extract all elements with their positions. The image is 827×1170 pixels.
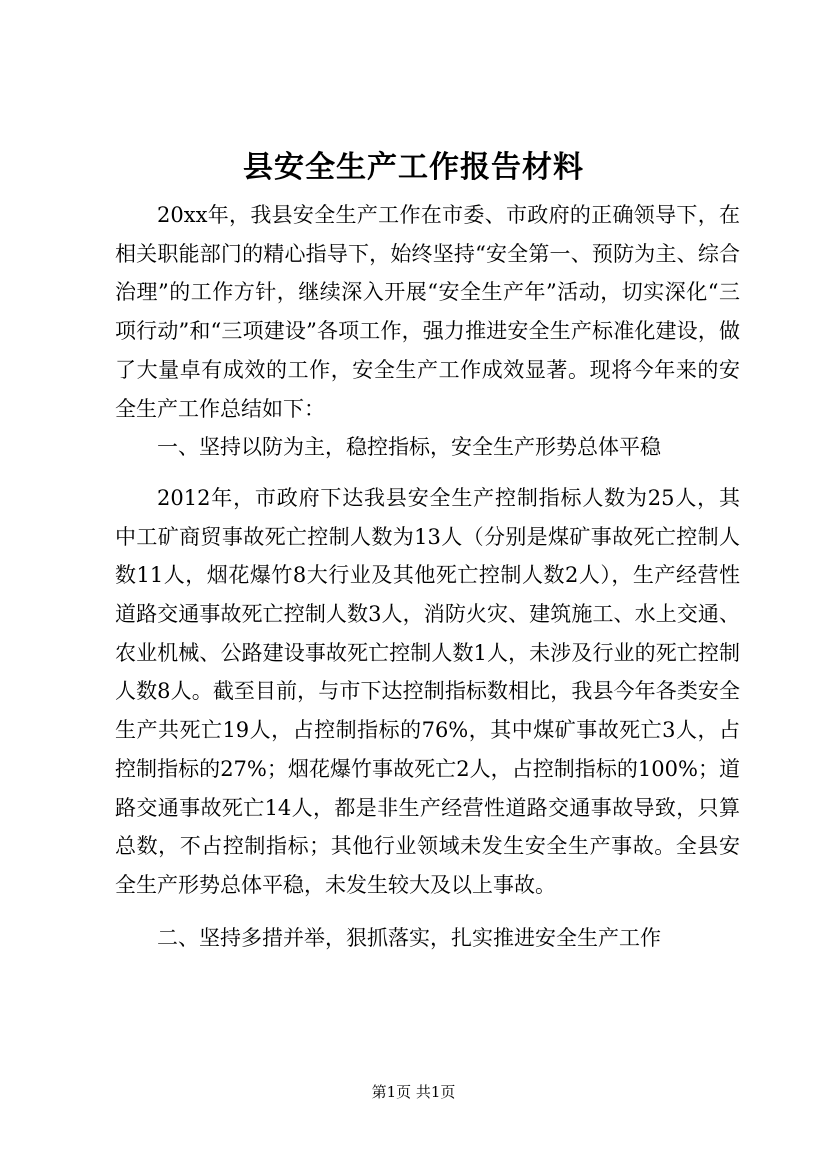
section-heading-2: 二、坚持多措并举，狠抓落实，扎实推进安全生产工作 bbox=[157, 925, 661, 950]
section-1-paragraph: 2012年，市政府下达我县安全生产控制指标人数为25人，其中工矿商贸事故死亡控制人数为13人（分别是煤矿事故死亡控制人数11人，烟花爆竹8大行业及其他死亡控制人数2人），生产经营性道路交通事故死亡控制人数3人，消防火灾、建筑施工、水上交通、农业机械、公路建设事故死亡控制人数1人，未涉及行业的死亡控制人数8人。截至目前，与市下达控制指标数相比，我县今年各类安全生产共死亡19人，占控制指标的76%，其中煤矿事故死亡3人，占控制指标的27%；烟花爆竹事故死亡2人，占控制指标的100%；道路交通事故死亡14人，都是非生产经营性道路交通事故导致，只算总数，不占控制指标；其他行业领域未发生安全生产事故。全县安全生产形势总体平稳，未发生较大及以上事故。 bbox=[115, 485, 740, 897]
document-title: 县安全生产工作报告材料 bbox=[243, 150, 584, 185]
intro-paragraph: 20xx年，我县安全生产工作在市委、市政府的正确领导下，在相关职能部门的精心指导下，始终坚持“安全第一、预防为主、综合治理”的工作方针，继续深入开展“安全生产年”活动，切实深化“三项行动”和“三项建设”各项工作，强力推进安全生产标准化建设，做了大量卓有成效的工作，安全生产工作成效显著。现将今年来的安全生产工作总结如下： bbox=[115, 203, 740, 421]
section-heading-1: 一、坚持以防为主，稳控指标，安全生产形势总体平稳 bbox=[157, 435, 661, 460]
page-number-footer: 第1页 共1页 bbox=[371, 1083, 456, 1101]
document-body bbox=[115, 196, 740, 957]
